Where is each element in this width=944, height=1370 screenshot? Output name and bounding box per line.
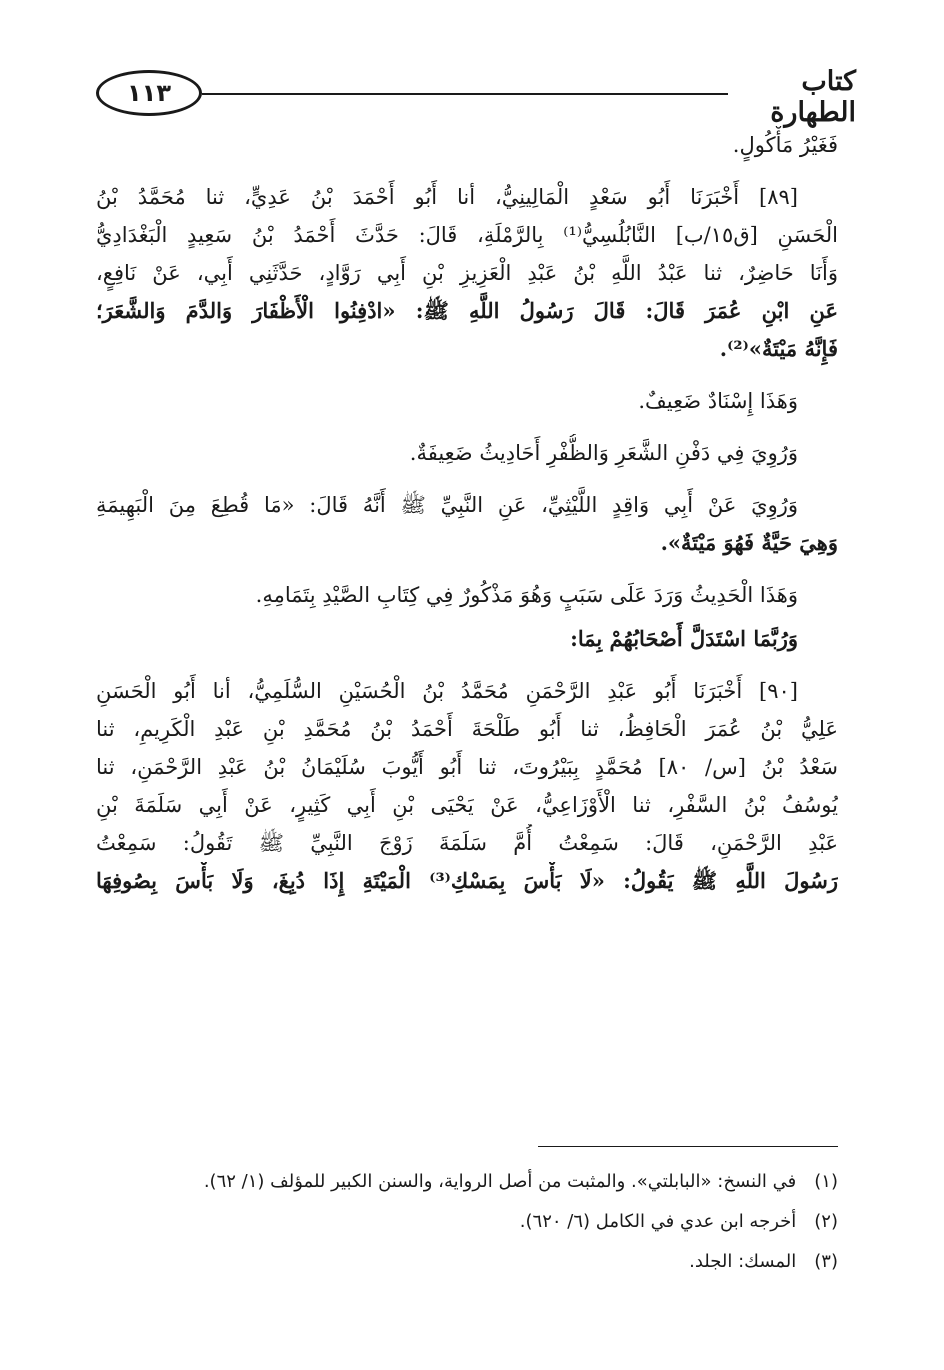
- book-title: كتاب الطهارة: [770, 66, 856, 128]
- text-line: وَرُوِيَ عَنْ أَبِي وَاقِدٍ اللَّيْثِيِّ، عَنِ النَّبِيِّ ﷺ أَنَّهُ قَالَ: «مَا قُطِعَ مِنَ الْبَهِيمَةِ: [96, 493, 798, 517]
- page-number-oval: [96, 70, 202, 116]
- hadith-90-line: سَعْدُ بْنُ [س/ ٨٠] مُحَمَّدٍ بِبَيْرُوتَ، ثنا أَبُو أَيُّوبَ سُلَيْمَانُ بْنُ عَبْدِ الرَّحْمَنِ، ثنا: [96, 755, 838, 779]
- hadith-90-line: يُوسُفُ بْنُ السَّفْرِ، ثنا الْأَوْزَاعِيُّ، عَنْ يَحْيَى بْنِ أَبِي كَثِيرٍ، عَنْ أَبِي سَلَمَةَ بْنِ: [96, 793, 838, 817]
- hadith-89-line: وَأَنَا حَاضِرٌ، ثنا عَبْدُ اللَّهِ بْنُ عَبْدِ الْعَزِيزِ بْنِ أَبِي رَوَّادٍ، حَدَّثَنِي أَبِي، عَنْ نَافِعٍ،: [96, 261, 838, 285]
- hadith-89-line: الْحَسَنِ [ق١٥/ب] النَّابُلُسِيُّ⁽¹⁾ بِالرَّمْلَةِ، قَالَ: حَدَّثَ أَحْمَدُ بْنُ سَعِيدٍ الْبَغْدَادِيُّ: [96, 223, 838, 247]
- text-line: وَهِيَ حَيَّةٌ فَهُوَ مَيْتَةٌ».: [660, 530, 838, 555]
- footnote-text: أخرجه ابن عدي في الكامل (٦/ ٦٢٠).: [519, 1211, 797, 1232]
- hadith-90-line: عَبْدِ الرَّحْمَنِ، قَالَ: سَمِعْتُ أُمَّ سَلَمَةَ زَوْجَ النَّبِيِّ ﷺ تَقُولُ: سَمِعْتُ: [96, 831, 838, 855]
- hadith-89-line: فَإِنَّهُ مَيْتَةٌ»⁽²⁾.: [719, 336, 838, 361]
- page-header: [96, 60, 856, 128]
- page-number: ١١٣: [127, 79, 171, 107]
- text-line: وَرُوِيَ فِي دَفْنِ الشَّعَرِ وَالظُّفْرِ أَحَادِيثُ ضَعِيفَةٌ.: [409, 441, 798, 465]
- text-line: وَهَذَا الْحَدِيثُ وَرَدَ عَلَى سَبَبٍ وَهُوَ مَذْكُورٌ فِي كِتَابِ الصَّيْدِ بِتَمَامِهِ.: [255, 583, 798, 607]
- text-line: وَرُبَّمَا اسْتَدَلَّ أَصْحَابُهُمْ بِمَا:: [570, 626, 798, 651]
- header-rule: [202, 93, 728, 95]
- hadith-90-line: [٩٠] أَخْبَرَنَا أَبُو عَبْدِ الرَّحْمَنِ مُحَمَّدُ بْنُ الْحُسَيْنِ السُّلَمِيُّ، أنا أَبُو الْحَسَنِ: [96, 679, 798, 703]
- footnote-text: في النسخ: «البابلتي». والمثبت من أصل الرواية، والسنن الكبير للمؤلف (١/ ٦٢).: [203, 1171, 797, 1192]
- hadith-90-line: عَلِيُّ بْنُ عُمَرَ الْحَافِظُ، ثنا أَبُو طَلْحَةَ أَحْمَدُ بْنُ مُحَمَّدِ بْنِ عَبْدِ الْكَرِيمِ، ثنا: [96, 717, 838, 741]
- hadith-89-line: [٨٩] أَخْبَرَنَا أَبُو سَعْدٍ الْمَالِينِيُّ، أنا أَبُو أَحْمَدَ بْنُ عَدِيٍّ، ثنا مُحَمَّدُ بْنُ: [96, 185, 798, 209]
- footnote-divider: [538, 1146, 838, 1147]
- hadith-90-line: رَسُولَ اللَّهِ ﷺ يَقُولُ: «لَا بَأْسَ بِمَسْكِ⁽³⁾ الْمَيْتَةِ إِذَا دُبِغَ، وَلَا بَأْسَ بِصُوفِهَا: [96, 868, 838, 893]
- footnote-number: (٣): [814, 1251, 838, 1272]
- body-text: [96, 126, 838, 900]
- footnote-number: (٢): [814, 1211, 838, 1232]
- footnote-text: المسك: الجلد.: [689, 1251, 797, 1272]
- text-line: فَغَيْرُ مَأْكُولٍ.: [732, 133, 838, 157]
- footnote-number: (١): [814, 1171, 838, 1192]
- text-line: وَهَذَا إِسْنَادٌ ضَعِيفٌ.: [638, 389, 798, 413]
- hadith-89-line: عَنِ ابْنِ عُمَرَ قَالَ: قَالَ رَسُولُ اللَّهِ ﷺ: «ادْفِنُوا الْأَظْفَارَ وَالدَّمَ وَالشَّعَرَ؛: [96, 298, 838, 323]
- footnote-1: [96, 1162, 838, 1202]
- footnote-2: [96, 1202, 838, 1242]
- footnotes: [96, 1162, 838, 1282]
- footnote-3: [96, 1242, 838, 1282]
